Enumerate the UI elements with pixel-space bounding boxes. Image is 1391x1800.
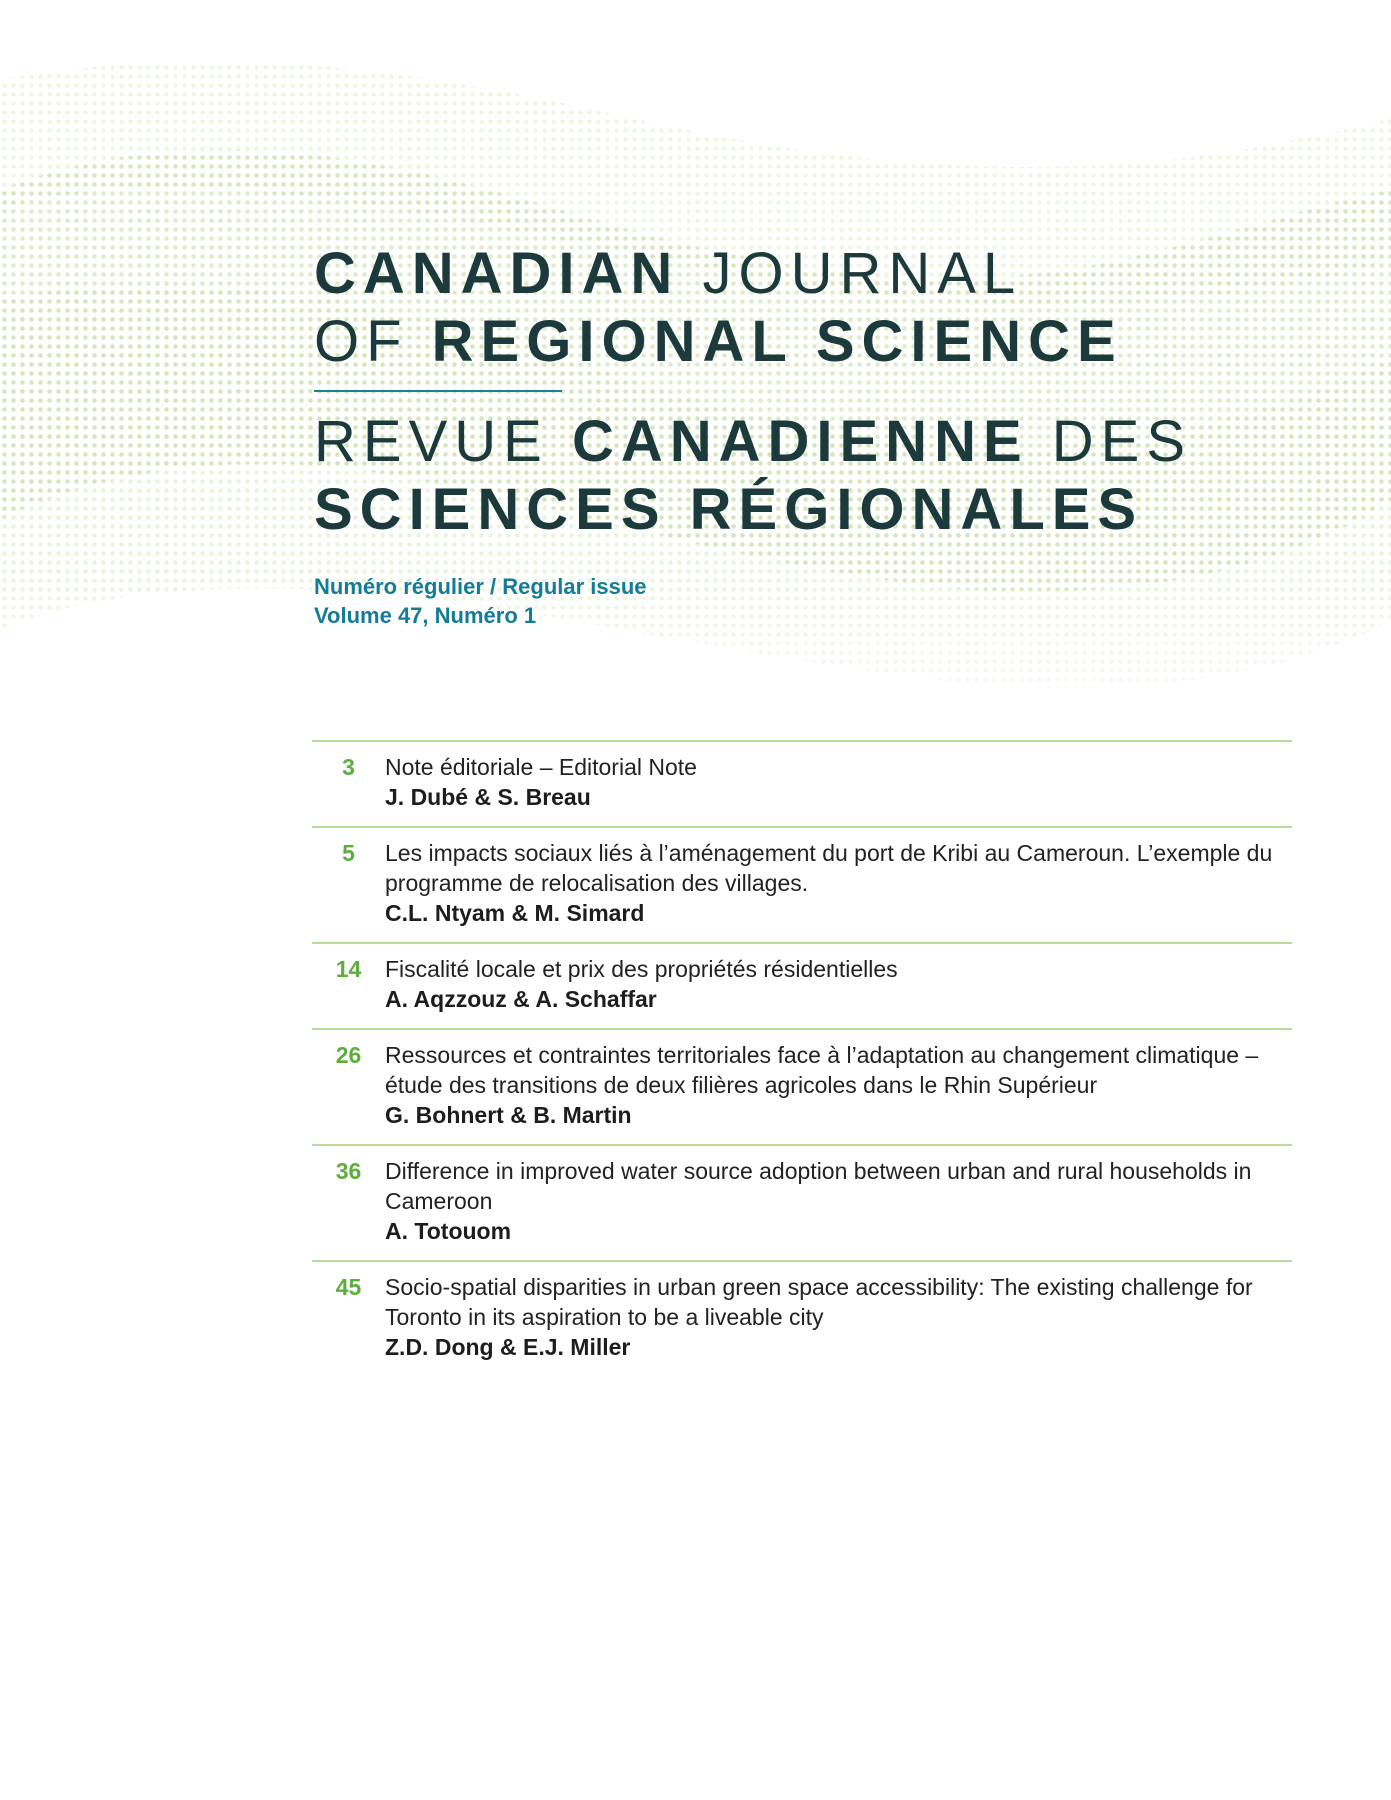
issue-volume: Volume 47, Numéro 1 <box>314 603 537 628</box>
toc-article-authors: C.L. Ntyam & M. Simard <box>385 900 645 926</box>
title-en-line-2 <box>314 308 1192 376</box>
toc-article-title: Note éditoriale – Editorial Note <box>385 754 697 780</box>
toc-page-number: 3 <box>342 754 355 780</box>
title-fr-des: DES <box>1051 409 1193 474</box>
title-en-journal: JOURNAL <box>702 241 1023 306</box>
toc-article-title: Difference in improved water source adoption between urban and rural households in Cameroon <box>385 1158 1252 1214</box>
journal-masthead <box>314 240 1192 544</box>
toc-page-number: 45 <box>335 1274 362 1300</box>
toc-article-title: Fiscalité locale et prix des propriétés résidentielles <box>385 956 898 982</box>
toc-entry[interactable] <box>312 1260 1292 1376</box>
title-fr-sciences-regionales: SCIENCES RÉGIONALES <box>314 477 1144 542</box>
title-en-canadian: CANADIAN <box>314 241 680 306</box>
toc-page-number: 5 <box>342 840 355 866</box>
issue-info <box>314 572 647 630</box>
title-divider <box>314 390 562 392</box>
toc-article-authors: J. Dubé & S. Breau <box>385 784 591 810</box>
table-of-contents <box>312 740 1292 1376</box>
toc-article-title: Les impacts sociaux liés à l’aménagement du port de Kribi au Cameroun. L’exemple du programme de relocalisation des villages. <box>385 840 1273 896</box>
toc-article-authors: A. Totouom <box>385 1218 512 1244</box>
toc-page-number: 26 <box>335 1042 362 1068</box>
toc-entry-text <box>385 1272 1292 1362</box>
toc-entry[interactable] <box>312 1028 1292 1144</box>
title-fr-canadienne: CANADIENNE <box>571 409 1029 474</box>
title-en-line-1 <box>314 240 1192 308</box>
toc-article-title: Ressources et contraintes territoriales face à l’adaptation au changement climatique – étude des transitions de deux filières agricoles dans le Rhin Supérieur <box>385 1042 1259 1098</box>
toc-entry-text <box>385 1040 1292 1130</box>
toc-article-authors: G. Bohnert & B. Martin <box>385 1102 632 1128</box>
issue-type: Numéro régulier / Regular issue <box>314 574 647 599</box>
toc-entry[interactable] <box>312 740 1292 826</box>
toc-entry[interactable] <box>312 942 1292 1028</box>
toc-entry-text <box>385 1156 1292 1246</box>
toc-entry[interactable] <box>312 1144 1292 1260</box>
toc-entry[interactable] <box>312 826 1292 942</box>
toc-article-title: Socio-spatial disparities in urban green space accessibility: The existing challenge for Toronto in its aspiration to be a liveable city <box>385 1274 1253 1330</box>
toc-entry-text <box>385 838 1292 928</box>
toc-article-authors: A. Aqzzouz & A. Schaffar <box>385 986 657 1012</box>
toc-entry-text <box>385 954 1292 1014</box>
toc-page-number: 36 <box>335 1158 362 1184</box>
title-en-regional-science: REGIONAL SCIENCE <box>431 309 1123 374</box>
title-fr-line-2 <box>314 476 1192 544</box>
toc-article-authors: Z.D. Dong & E.J. Miller <box>385 1334 631 1360</box>
title-fr-revue: REVUE <box>314 409 549 474</box>
title-fr-line-1 <box>314 408 1192 476</box>
toc-entry-text <box>385 752 1292 812</box>
toc-page-number: 14 <box>335 956 362 982</box>
title-en-of: OF <box>314 309 409 374</box>
